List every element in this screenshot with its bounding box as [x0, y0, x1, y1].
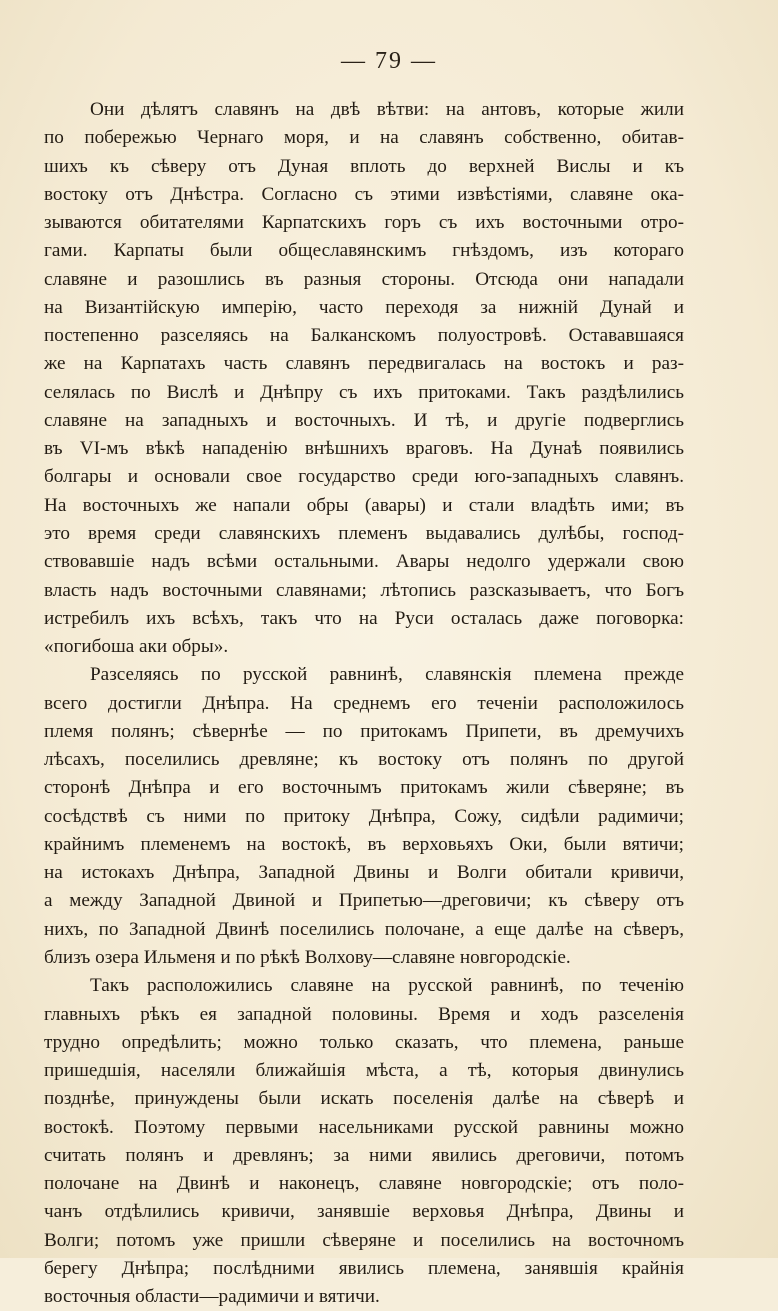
text-line: позднѣе, принуждены были искать поселенія далѣе на сѣверѣ и	[44, 1088, 684, 1110]
text-line: считать полянъ и древлянъ; за ними явились дреговичи, потомъ	[44, 1144, 684, 1166]
text-line: чанъ отдѣлились кривичи, занявшіе верховья Днѣпра, Двины и	[44, 1201, 684, 1223]
text-line: Они дѣлятъ славянъ на двѣ вѣтви: на антовъ, которые жили	[90, 99, 684, 120]
text-line: на Византійскую имперію, часто переходя за нижній Дунай и	[44, 296, 684, 318]
text-line: въ VI-мъ вѣкѣ нападенію внѣшнихъ враговъ. На Дунаѣ появились	[44, 438, 684, 460]
text-line: шихъ къ сѣверу отъ Дуная вплоть до верхней Вислы и къ	[44, 155, 684, 177]
text-line: сторонѣ Днѣпра и его восточнымъ притокамъ жили сѣверяне; въ	[44, 777, 684, 799]
text-line: зываются обитателями Карпатскихъ горъ съ ихъ восточными отро-	[44, 212, 684, 234]
text-line: а между Западной Двиной и Припетью—дреговичи; къ сѣверу отъ	[44, 890, 684, 912]
text-line: близъ озера Ильменя и по рѣкѣ Волхову—славяне новгородскіе.	[44, 946, 571, 968]
text-line: востоку отъ Днѣстра. Согласно съ этими извѣстіями, славяне ока-	[44, 183, 684, 205]
text-line: славяне и разошлись въ разныя стороны. Отсюда они нападали	[44, 268, 684, 290]
text-line: по побережью Чернаго моря, и на славянъ собственно, обитав-	[44, 127, 684, 149]
text-line: болгары и основали свое государство среди юго-западныхъ славянъ.	[44, 466, 684, 488]
text-line: же на Карпатахъ часть славянъ передвигалась на востокъ и раз-	[44, 353, 684, 375]
text-line: гами. Карпаты были общеславянскимъ гнѣздомъ, изъ котораго	[44, 240, 684, 262]
text-line: это время среди славянскихъ племенъ выдавались дулѣбы, господ-	[44, 522, 684, 544]
text-line: власть надъ восточными славянами; лѣтопись разсказываетъ, что Богъ	[44, 579, 684, 601]
text-line: на истокахъ Днѣпра, Западной Двины и Волги обитали кривичи,	[44, 862, 684, 884]
text-line: «погибоша аки обры».	[44, 636, 229, 658]
body-text	[44, 96, 684, 1311]
text-line: полочане на Двинѣ и наконецъ, славяне новгородскіе; отъ поло-	[44, 1173, 684, 1195]
text-line: Волги; потомъ уже пришли сѣверяне и поселились на восточномъ	[44, 1229, 684, 1251]
text-line: постепенно разселяясь на Балканскомъ полуостровѣ. Остававшаяся	[44, 325, 684, 347]
text-line: восточныя области—радимичи и вятичи.	[44, 1286, 380, 1308]
text-line: Разселяясь по русской равнинѣ, славянскія племена прежде	[90, 664, 684, 686]
text-line: селялась по Вислѣ и Днѣпру съ ихъ притоками. Такъ раздѣлились	[44, 381, 684, 403]
text-line: Такъ расположились славяне на русской равнинѣ, по теченію	[90, 975, 684, 997]
text-line: крайнимъ племенемъ на востокѣ, въ верховьяхъ Оки, были вятичи;	[44, 833, 684, 855]
text-line: нихъ, по Западной Двинѣ поселились полочане, а еще далѣе на сѣверъ,	[44, 918, 684, 940]
text-line: На восточныхъ же напали обры (авары) и стали владѣть ими; въ	[44, 494, 684, 516]
text-line: востокѣ. Поэтому первыми насельниками русской равнины можно	[44, 1116, 684, 1138]
text-line: лѣсахъ, поселились древляне; къ востоку отъ полянъ по другой	[44, 749, 684, 771]
text-line: славяне на западныхъ и восточныхъ. И тѣ, и другіе подверглись	[44, 409, 684, 431]
text-line: сосѣдствѣ съ ними по притоку Днѣпра, Сожу, сидѣли радимичи;	[44, 805, 684, 827]
text-line: племя полянъ; сѣвернѣе — по притокамъ Припети, въ дремучихъ	[44, 720, 684, 742]
text-line: истребилъ ихъ всѣхъ, такъ что на Руси осталась даже поговорка:	[44, 607, 684, 629]
text-line: всего достигли Днѣпра. На среднемъ его теченіи расположилось	[44, 692, 684, 714]
text-line: трудно опредѣлить; можно только сказать, что племена, раньше	[44, 1031, 684, 1053]
text-line: берегу Днѣпра; послѣдними явились племена, занявшія крайнія	[44, 1257, 684, 1279]
text-line: ствовавшіе надъ всѣми остальными. Авары недолго удержали свою	[44, 551, 684, 573]
page-number: — 79 —	[341, 48, 437, 74]
text-line: пришедшія, населяли ближайшія мѣста, а тѣ, которыя двинулись	[44, 1060, 684, 1082]
text-line: главныхъ рѣкъ ея западной половины. Время и ходъ разселенія	[44, 1003, 684, 1025]
